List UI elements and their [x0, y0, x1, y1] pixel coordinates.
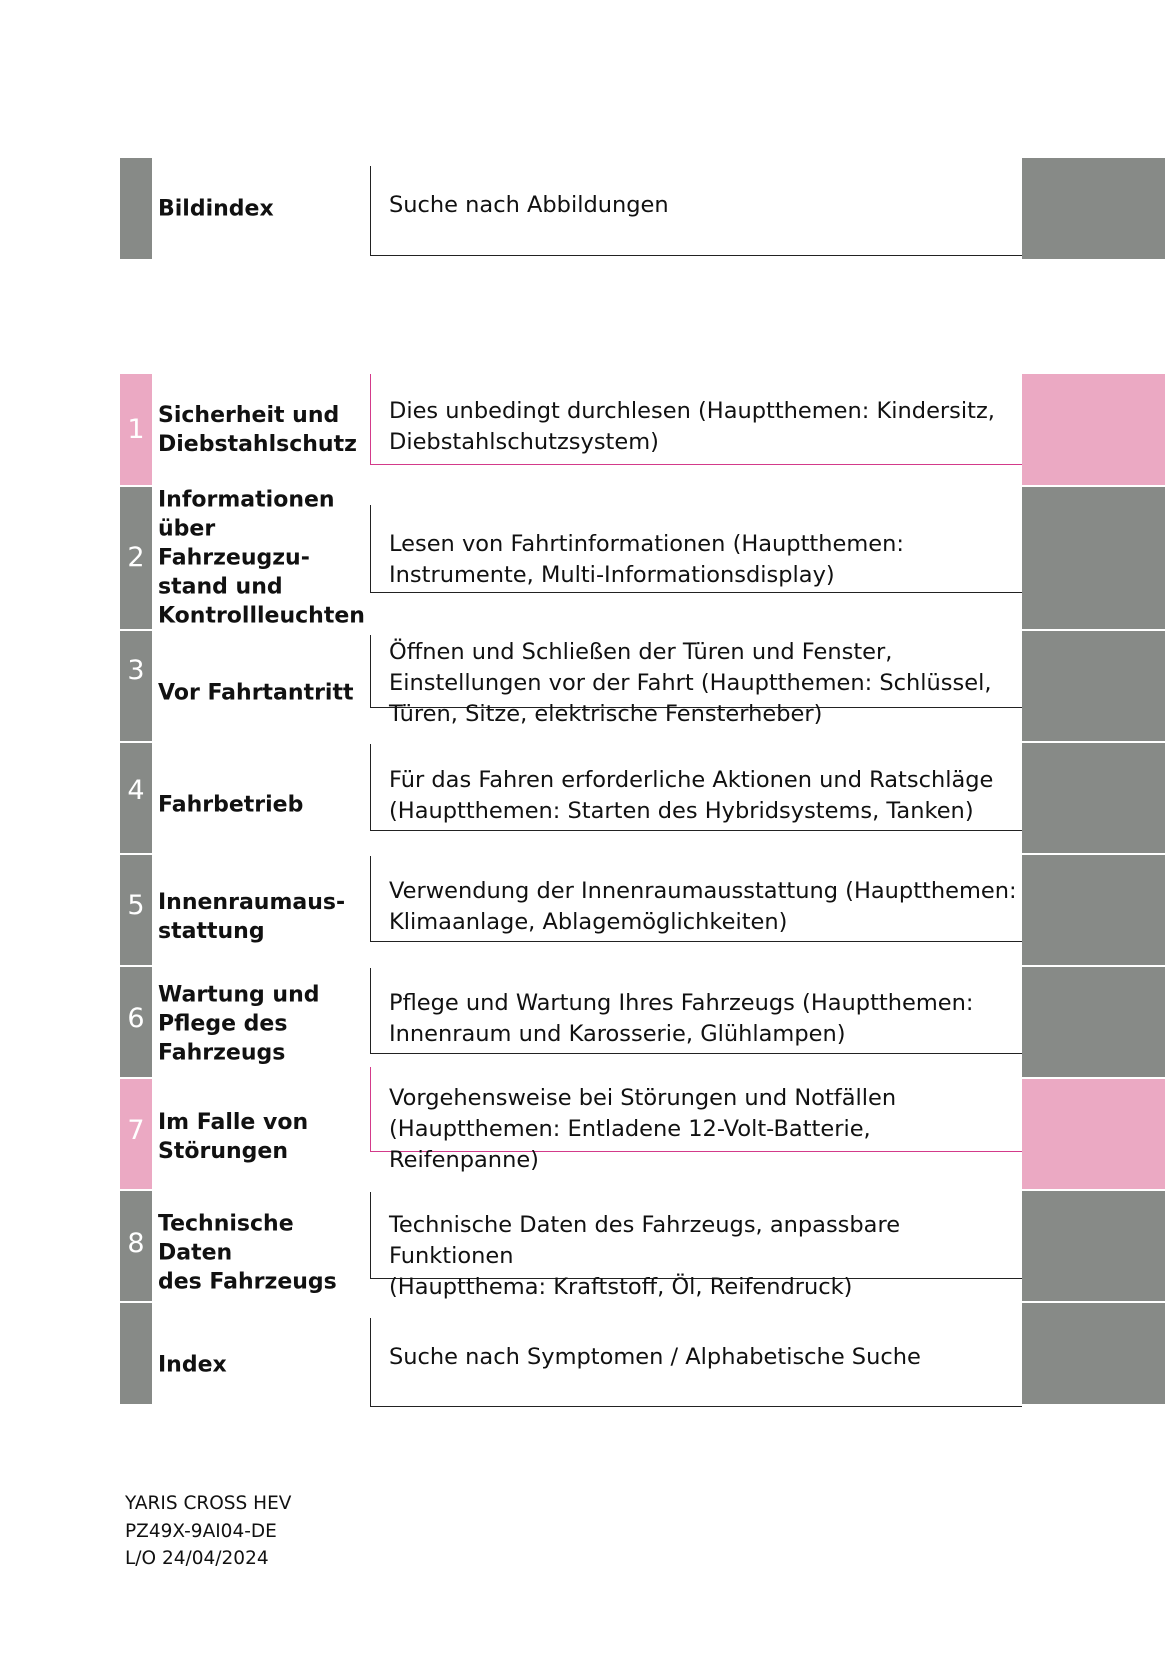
chapter-description-box — [370, 1192, 1022, 1300]
chapter-number: 5 — [127, 890, 145, 921]
chapter-title: Fahrbetrieb — [158, 792, 304, 818]
left-tab-marker — [120, 967, 152, 1077]
thumb-index-tab[interactable] — [1022, 967, 1165, 1077]
chapter-description: Dies unbedingt durchlesen (Hauptthemen: Kindersitz, Diebstahlschutzsystem) — [389, 398, 995, 455]
model-name: YARIS CROSS HEV — [125, 1493, 292, 1514]
chapter-description: Verwendung der Innenraumausstattung (Hauptthemen: Klimaanlage, Ablagemöglichkeiten) — [389, 878, 1017, 935]
left-tab-marker — [120, 855, 152, 965]
section-title: Bildindex — [158, 196, 274, 221]
chapter-title: Im Falle von Störungen — [158, 1110, 309, 1164]
chapter-description: Für das Fahren erforderliche Aktionen und Ratschläge (Hauptthemen: Starten des Hybridsystems, Tanken) — [389, 767, 994, 824]
chapter-number: 2 — [127, 542, 145, 573]
chapter-description-box — [370, 505, 1022, 593]
chapter-description-box — [370, 1067, 1022, 1173]
chapter-title: Innenraumaus- stattung — [158, 890, 346, 944]
chapter-description-box — [370, 635, 1022, 727]
thumb-index-tab[interactable] — [1022, 1191, 1165, 1301]
chapter-title: Vor Fahrtantritt — [158, 680, 354, 706]
thumb-index-tab[interactable] — [1022, 1303, 1165, 1404]
left-tab-marker — [120, 743, 152, 853]
chapter-title: Informationen über Fahrzeugzu- stand und Kontrollleuchten — [158, 487, 365, 629]
thumb-index-tab[interactable] — [1022, 855, 1165, 965]
toc-row-chapter-5[interactable] — [0, 855, 1165, 965]
chapter-number: 6 — [127, 1003, 145, 1034]
left-tab-marker — [120, 631, 152, 741]
chapter-number: 7 — [127, 1115, 145, 1146]
document-footer — [125, 1490, 291, 1573]
part-number: PZ49X-9AI04-DE — [125, 1520, 277, 1542]
chapter-description: Lesen von Fahrtinformationen (Hauptthemen: Instrumente, Multi-Informationsdisplay) — [389, 531, 904, 588]
lo-date: L/O 24/04/2024 — [125, 1548, 269, 1569]
section-description: Suche nach Symptomen / Alphabetische Suche — [389, 1344, 921, 1370]
chapter-description-box — [370, 968, 1022, 1054]
left-tab-marker — [120, 487, 152, 629]
chapter-title: Sicherheit und Diebstahlschutz — [158, 402, 357, 457]
toc-row-chapter-7[interactable] — [0, 1079, 1165, 1189]
thumb-index-tab[interactable] — [1022, 487, 1165, 629]
left-tab-marker — [120, 1191, 152, 1301]
section-title: Index — [158, 1352, 227, 1378]
chapter-description-box — [370, 374, 1022, 465]
toc-row-bildindex[interactable] — [0, 158, 1165, 259]
thumb-index-tab[interactable] — [1022, 374, 1165, 485]
thumb-index-tab[interactable] — [1022, 631, 1165, 741]
left-tab-marker — [120, 158, 152, 259]
chapter-title: Wartung und Pflege des Fahrzeugs — [158, 982, 320, 1066]
chapter-description: Öffnen und Schließen der Türen und Fenster, Einstellungen vor der Fahrt (Hauptthemen: Schlüssel, Türen, Sitze, elektrische Fensterheber) — [389, 639, 992, 727]
toc-row-chapter-6[interactable] — [0, 967, 1165, 1077]
chapter-number: 8 — [127, 1228, 145, 1259]
thumb-index-tab[interactable] — [1022, 158, 1165, 259]
chapter-description: Vorgehensweise bei Störungen und Notfällen (Hauptthemen: Entladene 12-Volt-Batterie, Reifenpanne) — [389, 1085, 897, 1173]
toc-row-chapter-8[interactable] — [0, 1191, 1165, 1301]
section-description-box — [370, 166, 1022, 256]
left-tab-marker — [120, 1079, 152, 1189]
toc-row-chapter-2[interactable] — [0, 487, 1165, 629]
chapter-description-box — [370, 856, 1022, 942]
chapter-description: Technische Daten des Fahrzeugs, anpassbare Funktionen (Hauptthema: Kraftstoff, Öl, Reifendruck) — [389, 1212, 901, 1300]
thumb-index-tab[interactable] — [1022, 743, 1165, 853]
thumb-index-tab[interactable] — [1022, 1079, 1165, 1189]
chapter-number: 3 — [127, 655, 145, 686]
toc-row-chapter-4[interactable] — [0, 743, 1165, 853]
toc-row-chapter-1[interactable] — [0, 374, 1165, 485]
chapter-number: 1 — [127, 413, 145, 445]
section-description: Suche nach Abbildungen — [389, 192, 669, 218]
chapter-number: 4 — [127, 775, 145, 806]
toc-row-index[interactable] — [0, 1303, 1165, 1404]
left-tab-marker — [120, 374, 152, 485]
chapter-description: Pflege und Wartung Ihres Fahrzeugs (Hauptthemen: Innenraum und Karosserie, Glühlampen) — [389, 990, 974, 1047]
toc-row-chapter-3[interactable] — [0, 631, 1165, 741]
chapter-description-box — [370, 744, 1022, 831]
section-description-box — [370, 1318, 1022, 1407]
left-tab-marker — [120, 1303, 152, 1404]
chapter-title: Technische Daten des Fahrzeugs — [158, 1211, 337, 1295]
